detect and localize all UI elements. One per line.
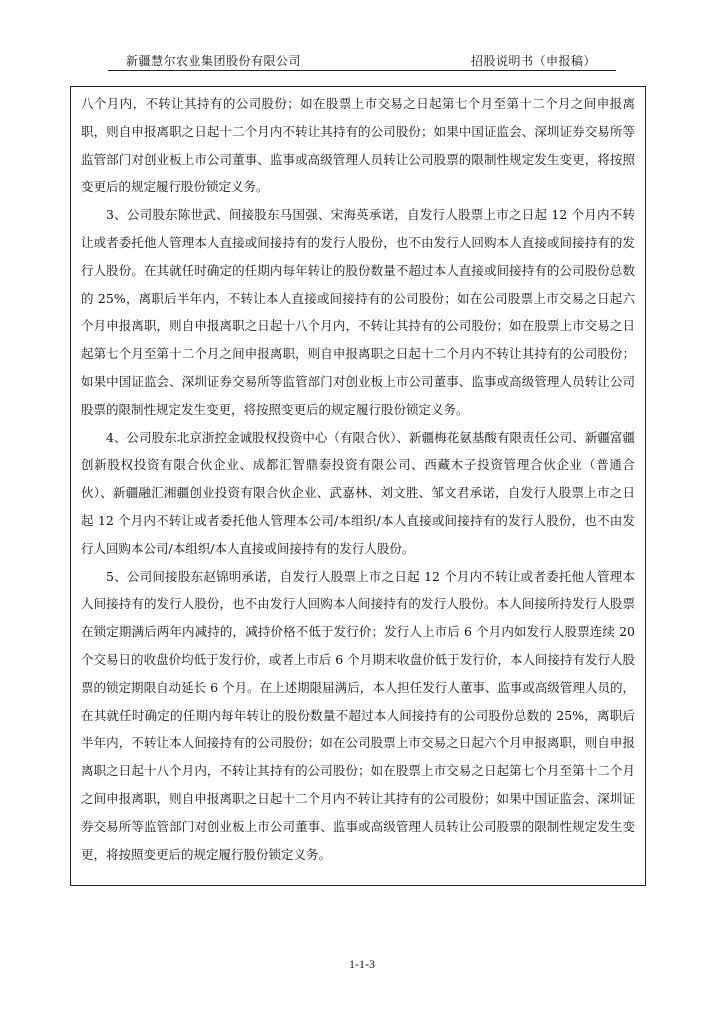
paragraph-item-3: 3、公司股东陈世武、间接股东马国强、宋海英承诺，自发行人股票上市之日起 12 个月内不转让或者委托他人管理本人直接或间接持有的发行人股份，也不由发行人回购本人直接或间接持有的发行人股份。在其就任时确定的任期内每年转让的股份数量不超过本人直接或间接持有的公司股份总数的 25%，离职后半年内，不转让本人直接或间接持有的公司股份；如在公司股票上市交易之日起六个月申报离职，则自申报离职之日起十八个月内，不转让其持有的公司股份；如在股票上市交易之日起第七个月至第十二个月之间申报离职，则自申报离职之日起十二个月内不转让其持有的公司股份；如果中国证监会、深圳证券交易所等监管部门对创业板上市公司董事、监事或高级管理人员转让公司股票的限制性规定发生变更，将按照变更后的规定履行股份锁定义务。 xyxy=(81,207,635,417)
paragraph-item-5: 5、公司间接股东赵锦明承诺，自发行人股票上市之日起 12 个月内不转让或者委托他人管理本人间接持有的发行人股份，也不由发行人回购本人间接持有的发行人股份。本人间接所持发行人股票在锁定期满后两年内减持的，减持价格不低于发行价；发行人上市后 6 个月内如发行人股票连续 20 个交易日的收盘价均低于发行价，或者上市后 6 个月期末收盘价低于发行价，本人间接持有发行人股票的锁定期限自动延长 6 个月。在上述期限届满后，本人担任发行人董事、监事或高级管理人员的，在其就任时确定的任期内每年转让的股份数量不超过本人间接持有的公司股份总数的 25%，离职后半年内，不转让本人间接持有的公司股份；如在公司股票上市交易之日起六个月申报离职，则自申报离职之日起十八个月内，不转让其持有的公司股份；如在股票上市交易之日起第七个月至第十二个月之间申报离职，则自申报离职之日起十二个月内不转让其持有的公司股份；如果中国证监会、深圳证券交易所等监管部门对创业板上市公司董事、监事或高级管理人员转让公司股票的限制性规定发生变更，将按照变更后的规定履行股份锁定义务。 xyxy=(81,568,635,862)
paragraph-continuation: 八个月内，不转让其持有的公司股份；如在股票上市交易之日起第七个月至第十二个月之间申报离职，则自申报离职之日起十二个月内不转让其持有的公司股份；如果中国证监会、深圳证券交易所等监管部门对创业板上市公司董事、监事或高级管理人员转让公司股票的限制性规定发生变更，将按照变更后的规定履行股份锁定义务。 xyxy=(81,96,635,195)
page-number: 1-1-3 xyxy=(349,957,375,971)
paragraph-item-4: 4、公司股东北京浙控金诚股权投资中心（有限合伙）、新疆梅花氨基酸有限责任公司、新疆富疆创新股权投资有限合伙企业、成都汇智鼎泰投资有限公司、西藏木子投资管理合伙企业（普通合伙）、新疆融汇湘疆创业投资有限合伙企业、武嘉林、刘文胜、邹文君承诺，自发行人股票上市之日起 12 个月内不转让或者委托他人管理本公司/本组织/本人直接或间接持有的发行人股份，也不由发行人回购本公司/本组织/本人直接或间接持有的发行人股份。 xyxy=(81,429,635,556)
page-header xyxy=(108,50,616,71)
document-title: 招股说明书（申报稿） xyxy=(470,54,596,68)
content-box xyxy=(70,86,646,886)
company-name: 新疆慧尔农业集团股份有限公司 xyxy=(126,54,302,68)
